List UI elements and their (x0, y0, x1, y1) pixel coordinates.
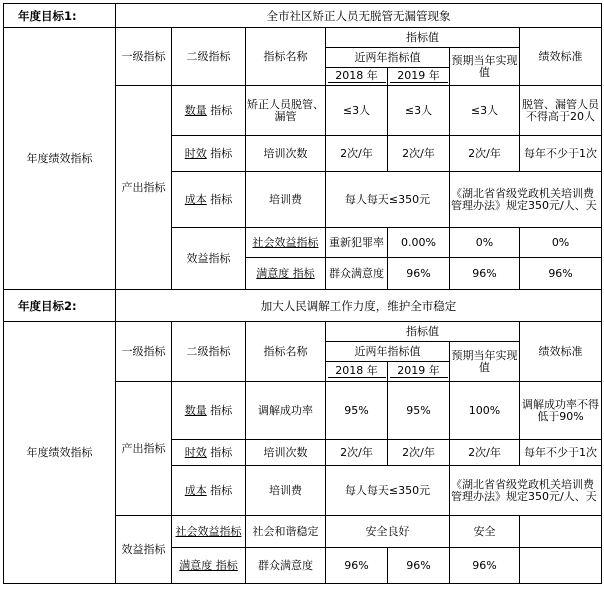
goal-label: 年度目标2: (4, 290, 116, 322)
year-label: 2019 年 (390, 365, 448, 378)
value-2018: 2次/年 (326, 136, 388, 172)
level1-output: 产出指标 (116, 382, 172, 516)
level2-cost (172, 466, 246, 516)
standard: 《湖北省省级党政机关培训费管理办法》规定350元/人、天 (450, 172, 602, 228)
level2-social (172, 516, 246, 548)
standard-header: 绩效标准 (520, 322, 602, 382)
value-2019: 0% (450, 228, 520, 258)
level2-timeliness (172, 440, 246, 466)
level2-cost-u: 成本 (184, 192, 207, 206)
level2-quantity (172, 382, 246, 440)
value-merged: 安全良好 (326, 516, 450, 548)
name-header: 指标名称 (246, 28, 326, 86)
value-2018: 96% (388, 258, 450, 290)
level2-satisfaction-text: 满意度 指标 (179, 558, 238, 572)
performance-goal-table (3, 3, 602, 290)
value-expected: 0% (520, 228, 602, 258)
level1-header: 一级指标 (116, 322, 172, 382)
past-two-years-header: 近两年指标值 (326, 342, 450, 362)
level2-satisfaction (172, 548, 246, 584)
standard-header: 绩效标准 (520, 28, 602, 86)
name-header: 指标名称 (246, 322, 326, 382)
goal-text: 加大人民调解工作力度，维护全市稳定 (116, 290, 602, 322)
standard: 脱管、漏管人员不得高于20人 (520, 86, 602, 136)
standard (520, 548, 602, 584)
value-2019: 96% (450, 258, 520, 290)
performance-goal-table-2 (3, 289, 602, 584)
year-header (326, 68, 388, 86)
year-header (388, 362, 450, 382)
indicator-name: 培训次数 (246, 440, 326, 466)
header-row (4, 28, 602, 48)
header-row (4, 322, 602, 342)
value-2018: ≤3人 (326, 86, 388, 136)
level1-output: 产出指标 (116, 86, 172, 290)
perf-indicator-label: 年度绩效指标 (4, 28, 116, 290)
value-merged: 每人每天≤350元 (326, 172, 450, 228)
level1-benefit: 效益指标 (172, 228, 246, 290)
value-2019: ≤3人 (388, 86, 450, 136)
value-expected: 2次/年 (450, 440, 520, 466)
level2-timeliness-rest: 指标 (206, 445, 233, 459)
level2-quantity-u: 数量 (184, 103, 207, 117)
goal-label: 年度目标1: (4, 4, 116, 28)
standard: 《湖北省省级党政机关培训费管理办法》规定350元/人、天 (450, 466, 602, 516)
level2-timeliness (172, 136, 246, 172)
value-expected: ≤3人 (450, 86, 520, 136)
goal-text: 全市社区矫正人员无脱管无漏管现象 (116, 4, 602, 28)
level1-benefit: 效益指标 (116, 516, 172, 584)
goal-row (4, 4, 602, 28)
expected-header: 预期当年实现值 (450, 342, 520, 382)
value-2019: 2次/年 (388, 136, 450, 172)
standard: 每年不少于1次 (520, 136, 602, 172)
indicator-name: 重新犯罪率 (326, 228, 388, 258)
indicator-name: 群众满意度 (246, 548, 326, 584)
past-two-years-header: 近两年指标值 (326, 48, 450, 68)
indicator-name: 社会和谐稳定 (246, 516, 326, 548)
standard: 调解成功率不得低于90% (520, 382, 602, 440)
value-expected: 100% (450, 382, 520, 440)
level2-quantity-rest: 指标 (206, 103, 233, 117)
standard (520, 516, 602, 548)
level2-social-text: 社会效益指标 (175, 524, 242, 538)
value-merged: 每人每天≤350元 (326, 466, 450, 516)
year-label: 2018 年 (328, 70, 386, 83)
level2-quantity (172, 86, 246, 136)
value-header: 指标值 (326, 322, 520, 342)
level2-social-text: 社会效益指标 (252, 235, 319, 249)
value-expected: 96% (450, 548, 520, 584)
level2-cost-rest: 指标 (206, 192, 233, 206)
performance-table-wrapper (3, 3, 602, 584)
level2-timeliness-rest: 指标 (206, 146, 233, 160)
year-header (326, 362, 388, 382)
level2-cost-rest: 指标 (206, 483, 233, 497)
level2-header: 二级指标 (172, 322, 246, 382)
level2-satisfaction-text: 满意度 指标 (256, 266, 315, 280)
level2-quantity-u: 数量 (184, 403, 207, 417)
indicator-name: 矫正人员脱管、漏管 (246, 86, 326, 136)
standard: 每年不少于1次 (520, 440, 602, 466)
value-expected: 安全 (450, 516, 520, 548)
value-2019: 2次/年 (388, 440, 450, 466)
value-2019: 96% (388, 548, 450, 584)
indicator-name: 群众满意度 (326, 258, 388, 290)
goal-row (4, 290, 602, 322)
value-2018: 96% (326, 548, 388, 584)
indicator-name: 培训费 (246, 172, 326, 228)
value-2019: 95% (388, 382, 450, 440)
indicator-name: 培训费 (246, 466, 326, 516)
level2-cost (172, 172, 246, 228)
value-expected: 2次/年 (450, 136, 520, 172)
level2-social (246, 228, 326, 258)
level1-header: 一级指标 (116, 28, 172, 86)
value-expected: 96% (520, 258, 602, 290)
perf-indicator-label: 年度绩效指标 (4, 322, 116, 584)
level2-header: 二级指标 (172, 28, 246, 86)
value-2018: 2次/年 (326, 440, 388, 466)
indicator-name: 培训次数 (246, 136, 326, 172)
value-header: 指标值 (326, 28, 520, 48)
year-label: 2018 年 (328, 365, 386, 378)
expected-header: 预期当年实现值 (450, 48, 520, 86)
value-2018: 95% (326, 382, 388, 440)
indicator-name: 调解成功率 (246, 382, 326, 440)
level2-quantity-rest: 指标 (206, 403, 233, 417)
level2-timeliness-u: 时效 (184, 146, 207, 160)
year-label: 2019 年 (390, 70, 448, 83)
level2-satisfaction (246, 258, 326, 290)
value-2018: 0.00% (388, 228, 450, 258)
level2-cost-u: 成本 (184, 483, 207, 497)
level2-timeliness-u: 时效 (184, 445, 207, 459)
year-header (388, 68, 450, 86)
